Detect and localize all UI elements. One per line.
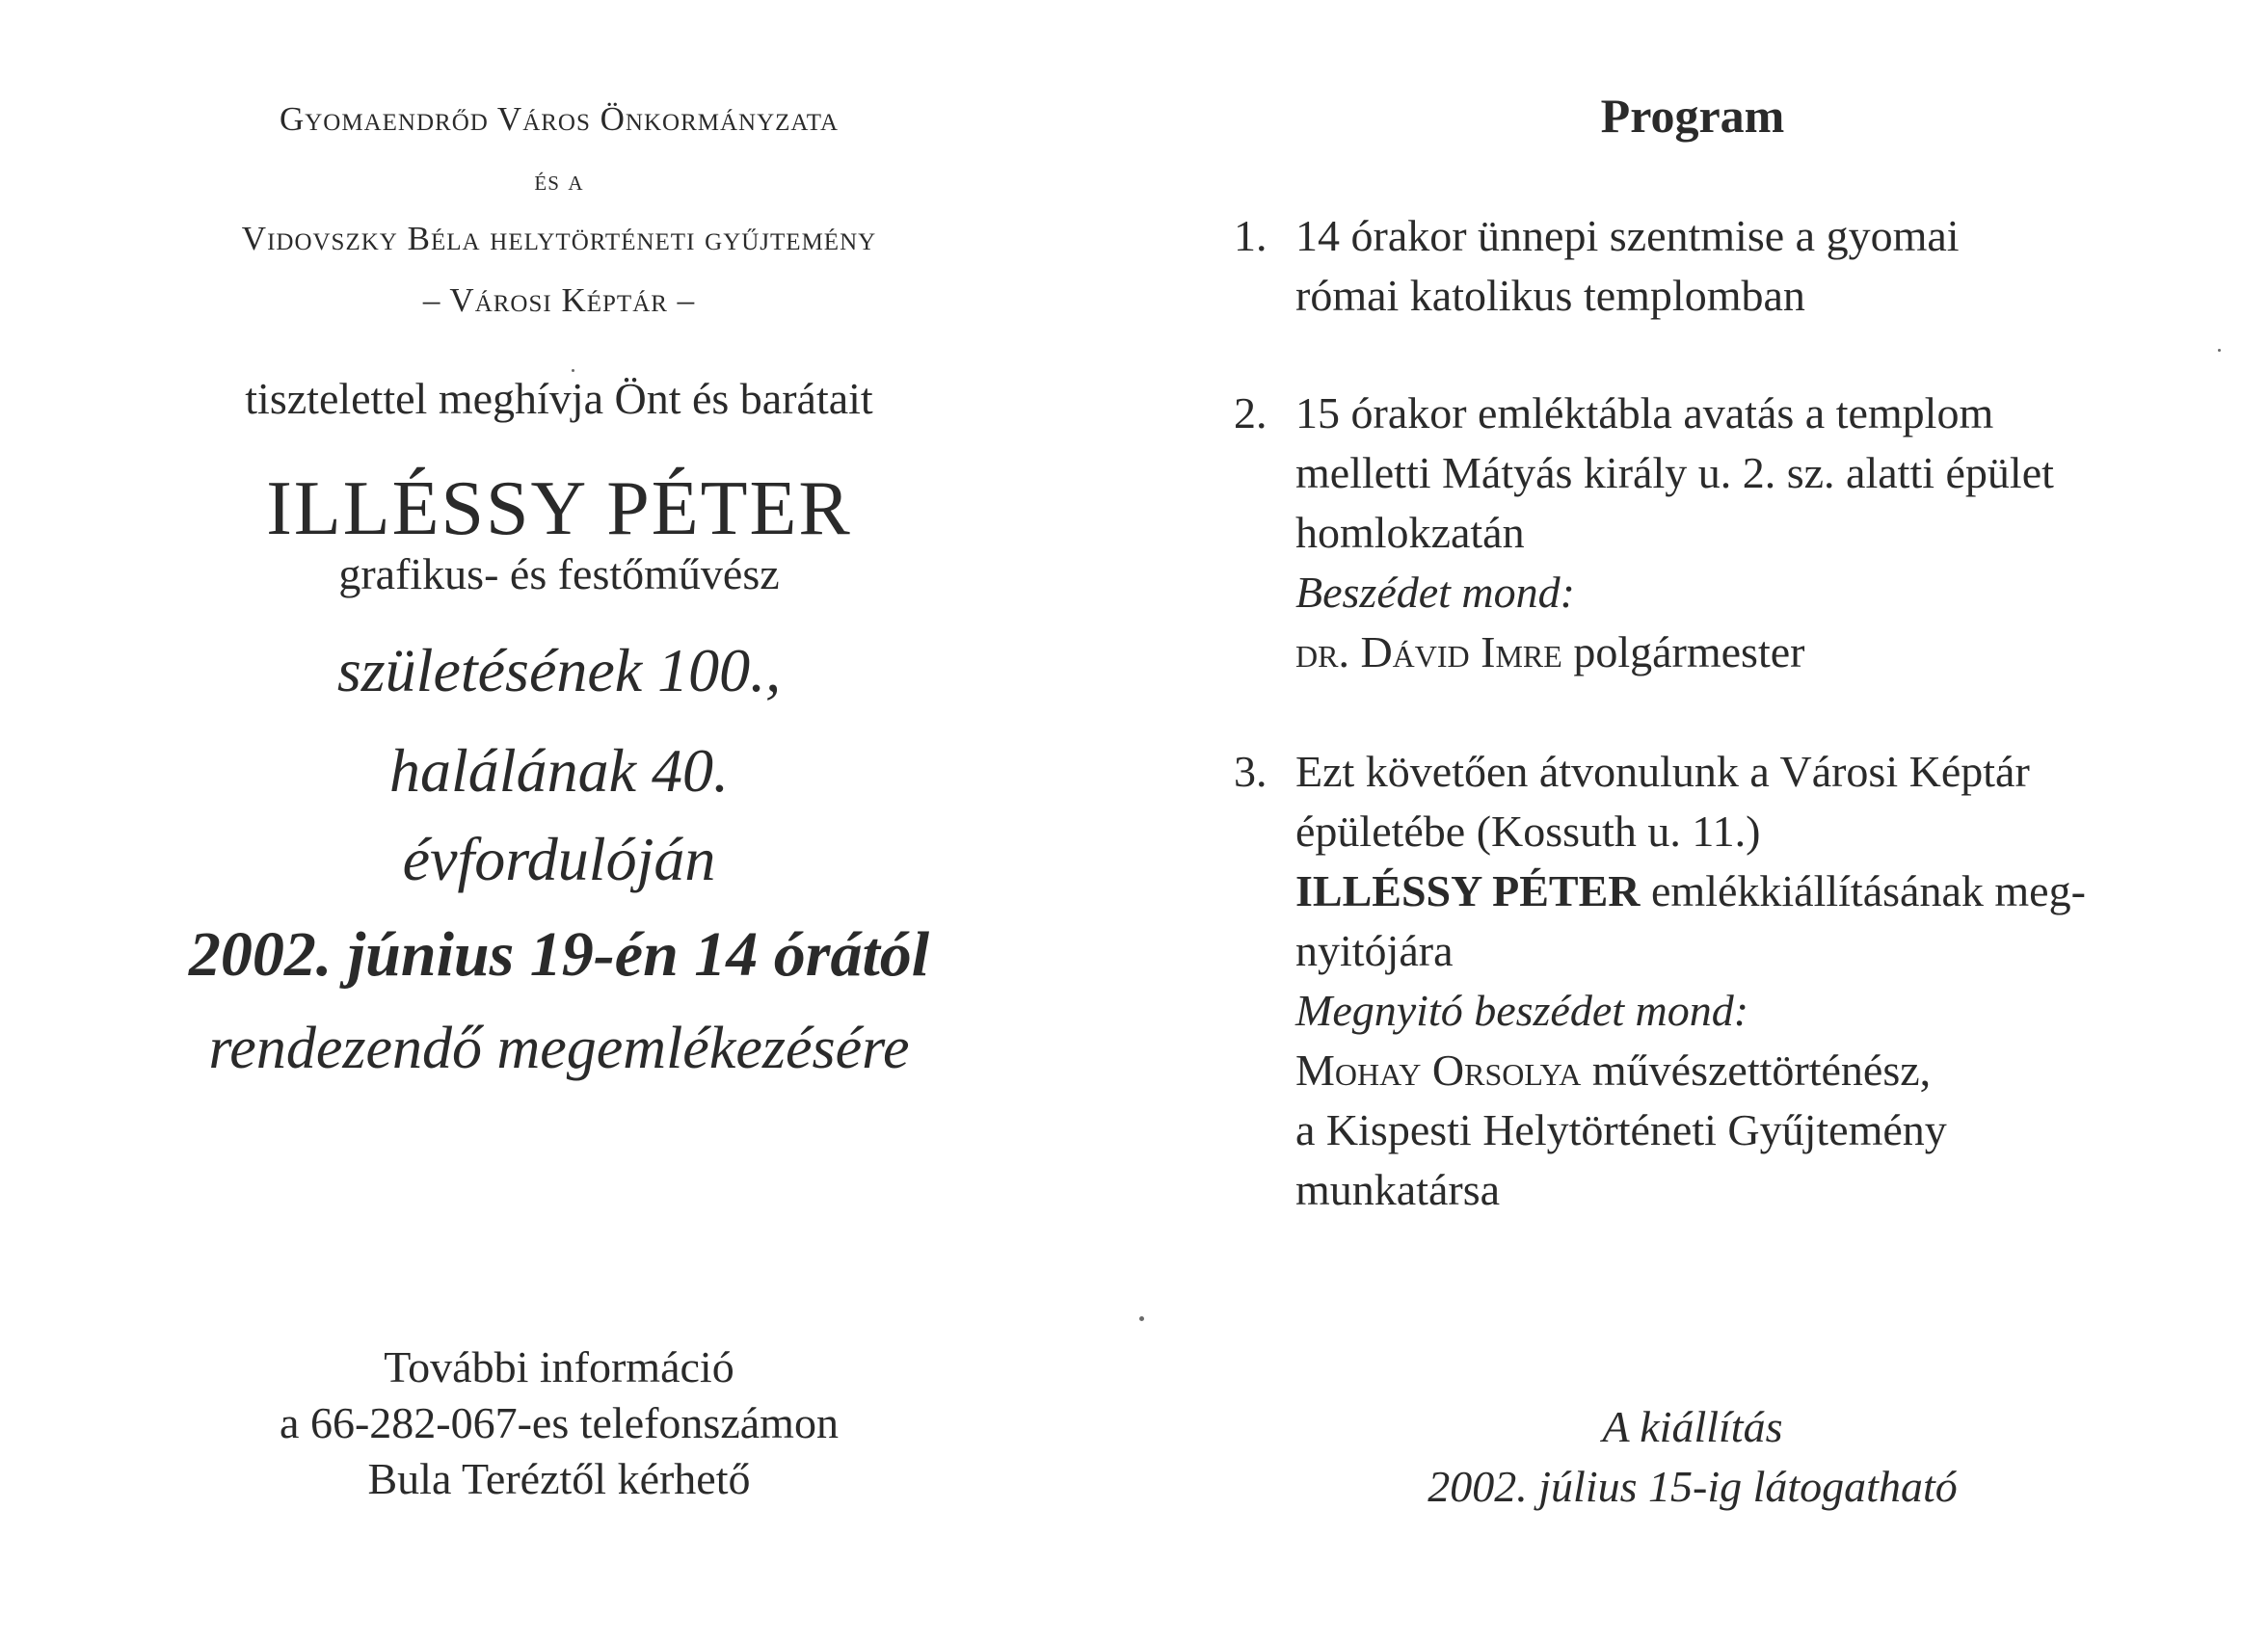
birth-anniversary-line: születésének 100., — [336, 636, 782, 704]
organizer-line-2: és a — [534, 165, 584, 197]
scan-speck — [572, 369, 574, 372]
contact-line-2: a 66-282-067-es telefonszámon — [280, 1398, 839, 1447]
speaker-role: művészettörténész, — [1591, 1046, 1932, 1095]
item-number: 3. — [1234, 747, 1267, 796]
program-right-panel — [1134, 0, 2268, 1642]
item-line: római katolikus templomban — [1295, 271, 1805, 320]
program-title: Program — [1600, 89, 1785, 143]
honoree-profession: grafikus- és festőművész — [338, 549, 780, 598]
item-number: 2. — [1234, 388, 1267, 437]
event-description: rendezendő megemlékezésére — [208, 1016, 910, 1081]
exhibition-line-1: A kiállítás — [1602, 1402, 1783, 1451]
speaker-name: dr. Dávid Imre — [1295, 627, 1562, 676]
item-line: nyitójára — [1295, 926, 1454, 975]
organizer-line-3: Vidovszky Béla helytörténeti gyűjtemény — [241, 220, 877, 257]
contact-line-1: További információ — [384, 1342, 734, 1391]
item-line: munkatársa — [1295, 1165, 1501, 1214]
scan-speck — [2218, 349, 2221, 352]
organizer-line-4: – Városi Képtár – — [422, 281, 696, 319]
speaker-role: polgármester — [1573, 627, 1805, 676]
program-item-3 — [1234, 742, 2198, 1220]
speaker-line — [1295, 622, 2198, 682]
honoree-name: ILLÉSSY PÉTER — [266, 466, 852, 551]
item-line: 14 órakor ünnepi szentmise a gyomai — [1295, 211, 1960, 260]
honoree-name-bold: ILLÉSSY PÉTER — [1295, 866, 1641, 915]
item-line: Ezt követően átvonulunk a Városi Képtár — [1295, 747, 2030, 796]
item-text: emlékkiállításának meg- — [1651, 866, 2086, 915]
item-line: a Kispesti Helytörténeti Gyűjtemény — [1295, 1105, 1947, 1154]
speaker-line — [1295, 1041, 2198, 1100]
item-line: melletti Mátyás király u. 2. sz. alatti épület — [1295, 448, 2054, 497]
exhibition-note — [1134, 1397, 2252, 1517]
anniversary-line: évfordulóján — [402, 825, 716, 893]
invitation-text: tisztelettel meghívja Önt és barátait — [245, 374, 873, 423]
event-date: 2002. június 19-én 14 órától — [188, 919, 930, 990]
speech-label: Megnyitó beszédet mond: — [1295, 986, 1749, 1035]
death-anniversary-line: halálának 40. — [389, 736, 729, 805]
speaker-name: Mohay Orsolya — [1295, 1046, 1582, 1095]
speech-label: Beszédet mond: — [1295, 568, 1575, 617]
contact-info — [0, 1339, 1118, 1507]
item-number: 1. — [1234, 211, 1267, 260]
scan-speck — [1139, 1316, 1144, 1321]
item-line: épületébe (Kossuth u. 11.) — [1295, 807, 1761, 856]
item-line: homlokzatán — [1295, 508, 1525, 557]
item-line — [1295, 861, 2198, 921]
program-item-1 — [1234, 206, 2198, 326]
exhibition-line-2: 2002. július 15-ig látogatható — [1428, 1462, 1958, 1511]
item-line: 15 órakor emléktábla avatás a templom — [1295, 388, 1994, 437]
organizer-line-1: Gyomaendrőd Város Önkormányzata — [279, 100, 840, 138]
program-item-2 — [1234, 384, 2198, 682]
contact-line-3: Bula Teréztől kérhető — [367, 1454, 751, 1503]
